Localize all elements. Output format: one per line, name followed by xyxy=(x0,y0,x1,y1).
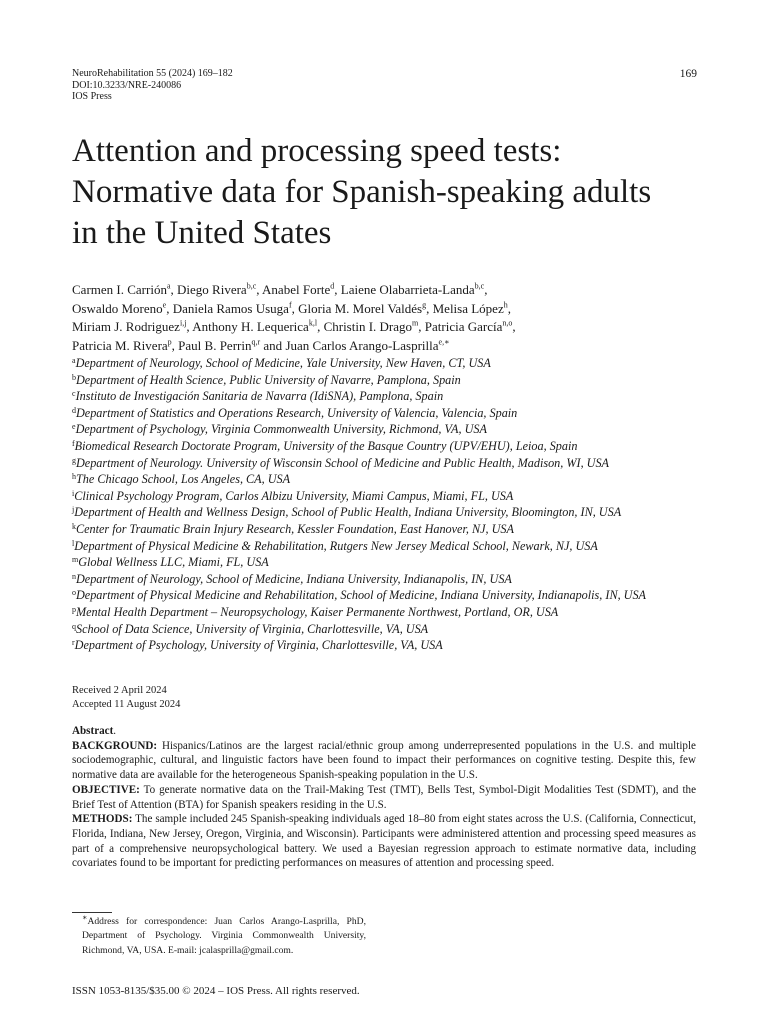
paper-title xyxy=(72,131,712,254)
objective-label: OBJECTIVE: xyxy=(72,783,140,796)
author-affiliation-mark: k,l xyxy=(308,319,318,329)
author-affiliation-mark: q,r xyxy=(251,337,261,347)
issn-copyright: ISSN 1053-8135/$35.00 © 2024 – IOS Press. All rights reserved. xyxy=(72,985,360,997)
author-name: Anabel Forte xyxy=(262,282,331,297)
background-text: Hispanics/Latinos are the largest racial/ethnic group among underrepresented populations in the U.S. and multiple sociodemographic, cultural, and linguistic factors have been found to impact their performances on cognitive testing. Despite this, few normative data are available for the heterogeneous Spanish-speaking population in the U.S. xyxy=(72,739,696,782)
affiliation xyxy=(72,488,702,505)
background-label: BACKGROUND: xyxy=(72,739,158,752)
dates-block xyxy=(72,684,180,711)
correspondence-footnote xyxy=(72,912,366,958)
author-name: Daniela Ramos Usuga xyxy=(172,300,289,316)
affiliation-text: Department of Neurology, School of Medicine, Indiana University, Indianapolis, IN, USA xyxy=(76,571,512,586)
abstract-objective xyxy=(72,783,696,812)
affiliation xyxy=(72,604,702,621)
author-affiliation-mark: d xyxy=(330,281,335,291)
affiliation-key: n xyxy=(72,571,76,581)
footnote-marker: ∗ xyxy=(82,912,88,922)
author-name: Diego Rivera xyxy=(177,282,247,297)
affiliation-text: School of Data Science, University of Virginia, Charlottesville, VA, USA xyxy=(76,621,429,636)
affiliation-key: c xyxy=(72,389,76,399)
affiliation-text: The Chicago School, Los Angeles, CA, USA xyxy=(76,472,291,487)
affiliation-text: Instituto de Investigación Sanitaria de Navarra (IdiSNA), Pamplona, Spain xyxy=(75,389,444,404)
objective-text: To generate normative data on the Trail-Making Test (TMT), Bells Test, Symbol-Digit Modalities Test (SDMT), and the Brief Test of Attention (BTA) for Spanish speakers residing in the U.S. xyxy=(72,783,697,811)
author-affiliation-mark: a xyxy=(166,281,171,291)
affiliation xyxy=(72,471,702,488)
abstract-methods xyxy=(72,812,696,871)
abstract-background xyxy=(72,739,696,783)
affiliation xyxy=(72,438,702,455)
abstract-heading-line xyxy=(72,724,696,739)
author-name: Patricia M. Rivera xyxy=(72,338,168,354)
affiliation-key: r xyxy=(72,638,75,648)
affiliation-key: q xyxy=(72,621,76,631)
affiliation xyxy=(72,388,702,405)
affiliation-text: Center for Traumatic Brain Injury Research, Kessler Foundation, East Hanover, NJ, USA xyxy=(76,521,514,536)
author-name: Laiene Olabarrieta-Landa xyxy=(340,282,475,297)
affiliation-key: l xyxy=(72,538,75,548)
affiliation-key: j xyxy=(72,505,75,515)
affiliation-key: g xyxy=(72,455,76,465)
footnote-rule xyxy=(72,912,112,913)
affiliation-key: a xyxy=(72,356,76,365)
author-line: Carmen I. Carrión$^a$, Diego Rivera$^{b,c}$, Anabel Forte$^d$, Laiene Olabarrieta-Landa$^{b,c}$, xyxy=(72,281,488,297)
affiliation-text: Department of Psychology, University of Virginia, Charlottesville, VA, USA xyxy=(74,638,443,653)
affiliation xyxy=(72,504,702,521)
affiliation-text: Department of Health and Wellness Design, School of Public Health, Indiana University, Bloomington, IN, USA xyxy=(74,505,622,520)
author-affiliation-mark: g xyxy=(422,300,427,310)
affiliation-key: p xyxy=(72,604,76,614)
page-number: 169 xyxy=(679,68,697,80)
affiliation-key: b xyxy=(72,372,76,382)
author-name: Oswaldo Moreno xyxy=(72,300,163,316)
author-name: Christin I. Drago xyxy=(323,319,413,335)
affiliation-text: Mental Health Department – Neuropsychology, Kaiser Permanente Northwest, Portland, OR, USA xyxy=(76,604,559,619)
affiliation-key: e xyxy=(72,422,76,432)
affiliation xyxy=(72,455,702,472)
author-affiliation-mark: m xyxy=(412,319,419,329)
author-affiliation-mark: e xyxy=(162,300,167,310)
received-date: Received 2 April 2024 xyxy=(72,685,167,696)
author-affiliation-mark: i,j xyxy=(179,319,187,329)
author-affiliation-mark: h xyxy=(503,300,508,310)
affiliation xyxy=(72,355,702,372)
author-list xyxy=(72,281,712,356)
author-name: Paul B. Perrin xyxy=(178,338,252,354)
affiliation xyxy=(72,405,702,422)
affiliation xyxy=(72,554,702,571)
author-affiliation-mark: f xyxy=(288,300,292,310)
author-name: Melisa López xyxy=(432,300,504,316)
author-name: Gloria M. Morel Valdés xyxy=(298,300,423,316)
title-line: Normative data for Spanish-speaking adults xyxy=(72,174,652,210)
doi: DOI:10.3233/NRE-240086 xyxy=(72,79,182,91)
affiliation-text: Department of Health Science, Public University of Navarre, Pamplona, Spain xyxy=(76,372,461,387)
author-affiliation-mark: e,∗ xyxy=(438,337,450,347)
affiliation-text: Department of Neurology. University of Wisconsin School of Medicine and Public Health, Madison, WI, USA xyxy=(76,455,610,470)
author-name: Anthony H. Lequerica xyxy=(192,319,309,335)
affiliation xyxy=(72,421,702,438)
affiliation-text: Biomedical Research Doctorate Program, University of the Basque Country (UPV/EHU), Leioa, Spain xyxy=(74,438,578,453)
affiliation-text: Department of Statistics and Operations Research, University of Valencia, Valencia, Spain xyxy=(76,405,518,420)
author-line: Patricia M. Rivera$^p$, Paul B. Perrin$^{q,r}$ and Juan Carlos Arango-Lasprilla$^{e,∗}$ xyxy=(72,337,450,354)
author-affiliation-mark: b,c xyxy=(474,281,485,291)
author-name: Patricia García xyxy=(424,319,503,335)
footnote-text: Address for correspondence: Juan Carlos Arango-Lasprilla, PhD, Department of Psychology. Virginia Commonwealth University, Richmond, VA, USA. E-mail: jcalasprilla@gmail.com. xyxy=(82,916,366,956)
affiliation-key: d xyxy=(72,405,76,415)
author-and: and xyxy=(263,338,283,354)
affiliation-text: Department of Neurology, School of Medicine, Yale University, New Haven, CT, USA xyxy=(75,356,491,370)
title-line: Attention and processing speed tests: xyxy=(72,133,562,169)
author-line: Miriam J. Rodriguez$^{i,j}$, Anthony H. Lequerica$^{k,l}$, Christin I. Drago$^m$, Patricia García$^{n,o}$, xyxy=(72,319,516,335)
affiliation xyxy=(72,637,702,654)
affiliation-key: m xyxy=(72,555,79,565)
journal-header xyxy=(72,68,233,103)
affiliation-text: Clinical Psychology Program, Carlos Albizu University, Miami Campus, Miami, FL, USA xyxy=(74,488,514,503)
author-affiliation-mark: b,c xyxy=(246,281,257,291)
affiliation xyxy=(72,372,702,389)
affiliation-text: Department of Physical Medicine and Rehabilitation, School of Medicine, Indiana University, Indianapolis, IN, USA xyxy=(76,588,647,603)
author-affiliation-mark: n,o xyxy=(502,319,513,329)
title-line: in the United States xyxy=(72,215,332,251)
affiliation-text: Department of Physical Medicine & Rehabilitation, Rutgers New Jersey Medical School, Newark, NJ, USA xyxy=(74,538,598,553)
affiliation xyxy=(72,521,702,538)
author-name: Carmen I. Carrión xyxy=(72,282,167,297)
journal-citation: NeuroRehabilitation 55 (2024) 169–182 xyxy=(72,68,233,79)
affiliation-key: i xyxy=(72,488,75,498)
affiliation xyxy=(72,538,702,555)
author-line: Oswaldo Moreno$^e$, Daniela Ramos Usuga$^f$, Gloria M. Morel Valdés$^g$, Melisa López$^h$, xyxy=(72,300,511,316)
affiliation-text: Global Wellness LLC, Miami, FL, USA xyxy=(78,555,269,570)
affiliation-key: h xyxy=(72,472,76,482)
abstract-heading: Abstract xyxy=(72,725,114,737)
methods-text: The sample included 245 Spanish-speaking individuals aged 18–80 from eight states across the U.S. (California, Connecticut, Florida, Indiana, New Jersey, Oregon, Virginia, and Wisconsin). Participants were administered attention and processing speed measures as part of a comprehensive neuropsychological battery. We used a Bayesian regression approach to estimate normative data, including covariates found to be important for predicting performances on measures of attention and processing speed. xyxy=(72,813,697,870)
author-name: Miriam J. Rodriguez xyxy=(72,319,180,335)
affiliation xyxy=(72,587,702,604)
author-affiliation-mark: p xyxy=(167,337,172,347)
affiliation-key: f xyxy=(72,438,75,448)
affiliation-text: Department of Psychology, Virginia Commonwealth University, Richmond, VA, USA xyxy=(75,422,487,437)
affiliation-key: o xyxy=(72,588,76,598)
affiliation-list xyxy=(72,355,702,654)
abstract xyxy=(72,724,696,871)
publisher: IOS Press xyxy=(72,91,112,102)
affiliation xyxy=(72,621,702,638)
affiliation-key: k xyxy=(72,521,76,531)
accepted-date: Accepted 11 August 2024 xyxy=(72,698,181,710)
author-name: Juan Carlos Arango-Lasprilla xyxy=(285,338,439,354)
affiliation xyxy=(72,571,702,588)
abstract-heading-period: . xyxy=(113,725,117,737)
methods-label: METHODS: xyxy=(72,813,133,826)
